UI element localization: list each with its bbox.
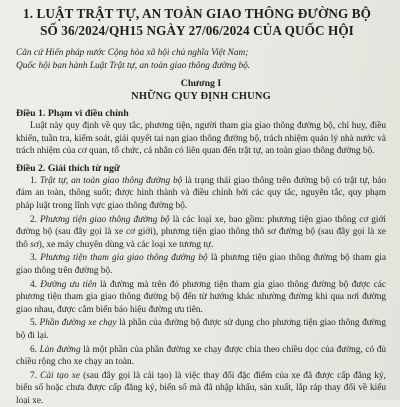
definition-number: 7. [30, 370, 41, 381]
definition-item [16, 317, 386, 342]
definition-number: 6. [30, 344, 40, 355]
definition-number: 4. [30, 279, 41, 290]
law-title-line-1: 1. LUẬT TRẬT TỰ, AN TOÀN GIAO THÔNG ĐƯỜNG BỘ [23, 6, 371, 21]
definition-text: là các loại xe, bao gồm: phương tiện giao thông cơ giới đường bộ (sau đây gọi là xe cơ giới), phương tiện giao thông thô sơ đường bộ (sau đây gọi là xe thô sơ), xe máy chuyên dùng và các loại xe tương tự. [16, 214, 387, 250]
definition-item [16, 344, 386, 369]
definition-text: là một phần của phần đường xe chạy được chia theo chiều dọc của đường, có đủ chiều rộng cho xe chạy an toàn. [16, 344, 386, 368]
definition-term: Phương tiện giao thông đường bộ [40, 214, 170, 225]
definition-term: Phương tiện tham gia giao thông đường bộ [40, 253, 208, 264]
law-title-line-2: SỐ 36/2024/QH15 NGÀY 27/06/2024 CỦA QUỐC HỘI [40, 23, 354, 38]
definition-term: Cải tạo xe [40, 370, 80, 381]
definition-term: Làn đường [39, 344, 81, 355]
definition-term: Trật tự, an toàn giao thông đường bộ [39, 175, 183, 186]
definition-text: (sau đây gọi là cải tạo) là việc thay đổi đặc điểm của xe đã được cấp đăng ký, biển số hoặc chưa được cấp đăng ký, biển số mà đã nhập khẩu, sản xuất, lắp ráp thay đổi về kiểu loại xe. [16, 370, 387, 406]
article-2-heading: Điều 2. Giải thích từ ngữ [16, 162, 120, 174]
chapter-label: Chương I [180, 78, 222, 89]
definition-item [16, 370, 386, 407]
definition-number: 3. [30, 253, 41, 264]
article-1-text: Luật này quy định về quy tắc, phương tiện, người tham gia giao thông đường bộ, chỉ huy, điều khiển, tuần tra, kiểm soát, giải quyết tai nạn giao thông đường bộ, trách nhiệm quản lý nhà nước và trách nhiệm của cơ quan, tổ chức, cá nhân có liên quan đến trật tự, an toàn giao thông đường bộ. [16, 121, 386, 157]
definition-item [16, 214, 386, 252]
definition-number: 1. [30, 175, 40, 186]
preamble [16, 47, 386, 73]
definition-item [16, 252, 386, 277]
definition-item [16, 279, 386, 317]
definition-term: Đường ưu tiên [40, 279, 97, 290]
definition-number: 5. [30, 318, 40, 329]
definition-item [16, 175, 386, 213]
definition-number: 2. [30, 214, 40, 225]
preamble-line-2: Quốc hội ban hành Luật Trật tự, an toàn giao thông đường bộ. [16, 61, 251, 71]
definition-text: là phần của đường bộ được sử dụng cho phương tiện giao thông đường bộ đi lại. [16, 318, 386, 341]
definition-text: là đường mà trên đó phương tiện tham gia giao thông đường bộ được các phương tiện tham gia giao thông đường bộ đến từ hướng khác nhường đường khi qua nơi đường giao nhau, được cắm biển báo hiệu đường ưu tiên. [16, 279, 387, 315]
law-title [16, 5, 378, 39]
definition-text: là trạng thái giao thông trên đường bộ có trật tự, bảo đảm an toàn, thông suốt; được hình thành và điều chỉnh bởi các quy tắc, nguyên tắc, quy phạm pháp luật trong lĩnh vực giao thông đường bộ. [16, 175, 386, 211]
article-1-heading: Điều 1. Phạm vi điều chỉnh [16, 108, 129, 119]
definition-text: là phương tiện giao thông đường bộ tham gia giao thông trên đường bộ. [16, 253, 387, 276]
preamble-line-1: Căn cứ Hiến pháp nước Cộng hòa xã hội chủ nghĩa Việt Nam; [16, 48, 249, 58]
definition-term: Phần đường xe chạy [39, 318, 117, 329]
chapter-name: NHỮNG QUY ĐỊNH CHUNG [131, 91, 271, 102]
